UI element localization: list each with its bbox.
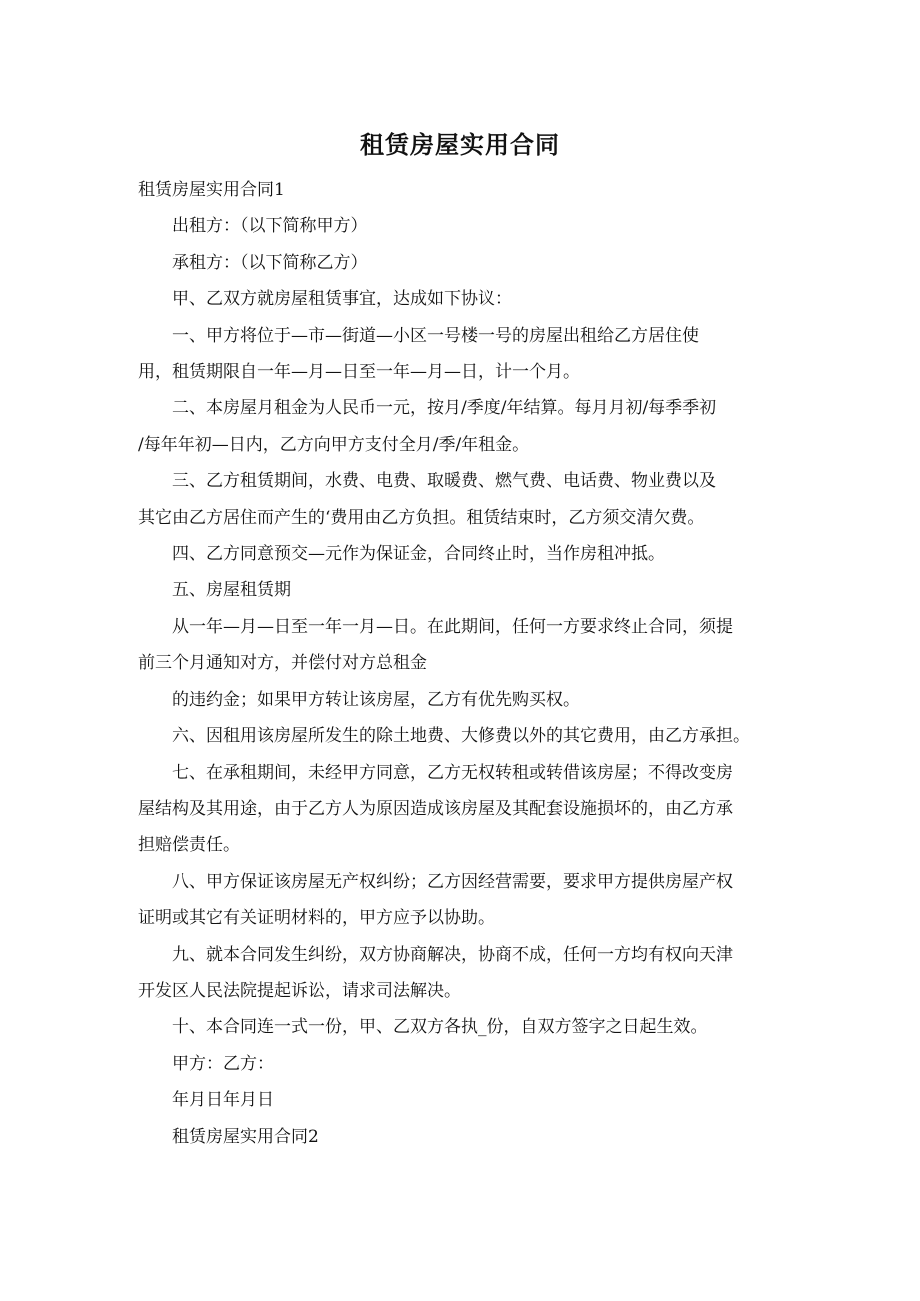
clause-3-line-1: 三、乙方租赁期间，水费、电费、取暖费、燃气费、电话费、物业费以及 [172,471,716,492]
clause-3-line-2: 其它由乙方居住而产生的‘费用由乙方负担。租赁结束时，乙方须交清欠费。 [138,507,705,528]
clause-5-heading: 五、房屋租赁期 [172,580,291,601]
clause-1-line-1: 一、甲方将位于—市—街道—小区一号楼一号的房屋出租给乙方居住使 [172,325,699,346]
clause-8-line-1: 八、甲方保证该房屋无产权纠纷；乙方因经营需要，要求甲方提供房屋产权 [172,871,733,892]
clause-1-line-2: 用，租赁期限自一年—月—日至一年—月—日，计一个月。 [138,362,580,383]
clause-7-line-2: 屋结构及其用途，由于乙方人为原因造成该房屋及其配套设施损坏的，由乙方承 [138,798,733,819]
lessee-line: 承租方：（以下简称乙方） [172,252,368,273]
clause-8-line-2: 证明或其它有关证明材料的，甲方应予以协助。 [138,908,495,929]
signature-parties: 甲方：乙方： [172,1053,274,1074]
contract-heading: 租赁房屋实用合同1 [138,180,285,200]
clause-7-line-1: 七、在承租期间，未经甲方同意，乙方无权转租或转借该房屋；不得改变房 [172,762,733,783]
document-body [138,172,786,1155]
agreement-intro: 甲、乙双方就房屋租赁事宜，达成如下协议： [172,289,512,310]
lessor-line: 出租方：（以下简称甲方） [172,216,368,237]
clause-6: 六、因租用该房屋所发生的除土地费、大修费以外的其它费用，由乙方承担。 [172,726,750,747]
clause-9-line-1: 九、就本合同发生纠纷，双方协商解决，协商不成，任何一方均有权向天津 [172,944,733,965]
clause-4: 四、乙方同意预交—元作为保证金，合同终止时，当作房租冲抵。 [172,544,665,565]
signature-dates: 年月日年月日 [172,1090,274,1111]
clause-10: 十、本合同连一式一份，甲、乙双方各执_份，自双方签字之日起生效。 [172,1017,708,1038]
clause-5-line-1: 从一年—月—日至一年一月—日。在此期间，任何一方要求终止合同，须提 [172,616,733,637]
contract-2-heading: 租赁房屋实用合同2 [172,1126,319,1147]
clause-5-line-2: 前三个月通知对方，并偿付对方总租金 [138,653,427,674]
document-title: 租赁房屋实用合同 [360,131,560,159]
clause-7-line-3: 担赔偿责任。 [138,835,240,856]
clause-2-line-1: 二、本房屋月租金为人民币一元，按月/季度/年结算。每月月初/每季季初 [172,398,717,419]
clause-5-line-3: 的违约金；如果甲方转让该房屋，乙方有优先购买权。 [172,689,580,710]
clause-9-line-2: 开发区人民法院提起诉讼，请求司法解决。 [138,980,461,1001]
clause-2-line-2: /每年年初—日内，乙方向甲方支付全月/季/年租金。 [138,434,530,455]
